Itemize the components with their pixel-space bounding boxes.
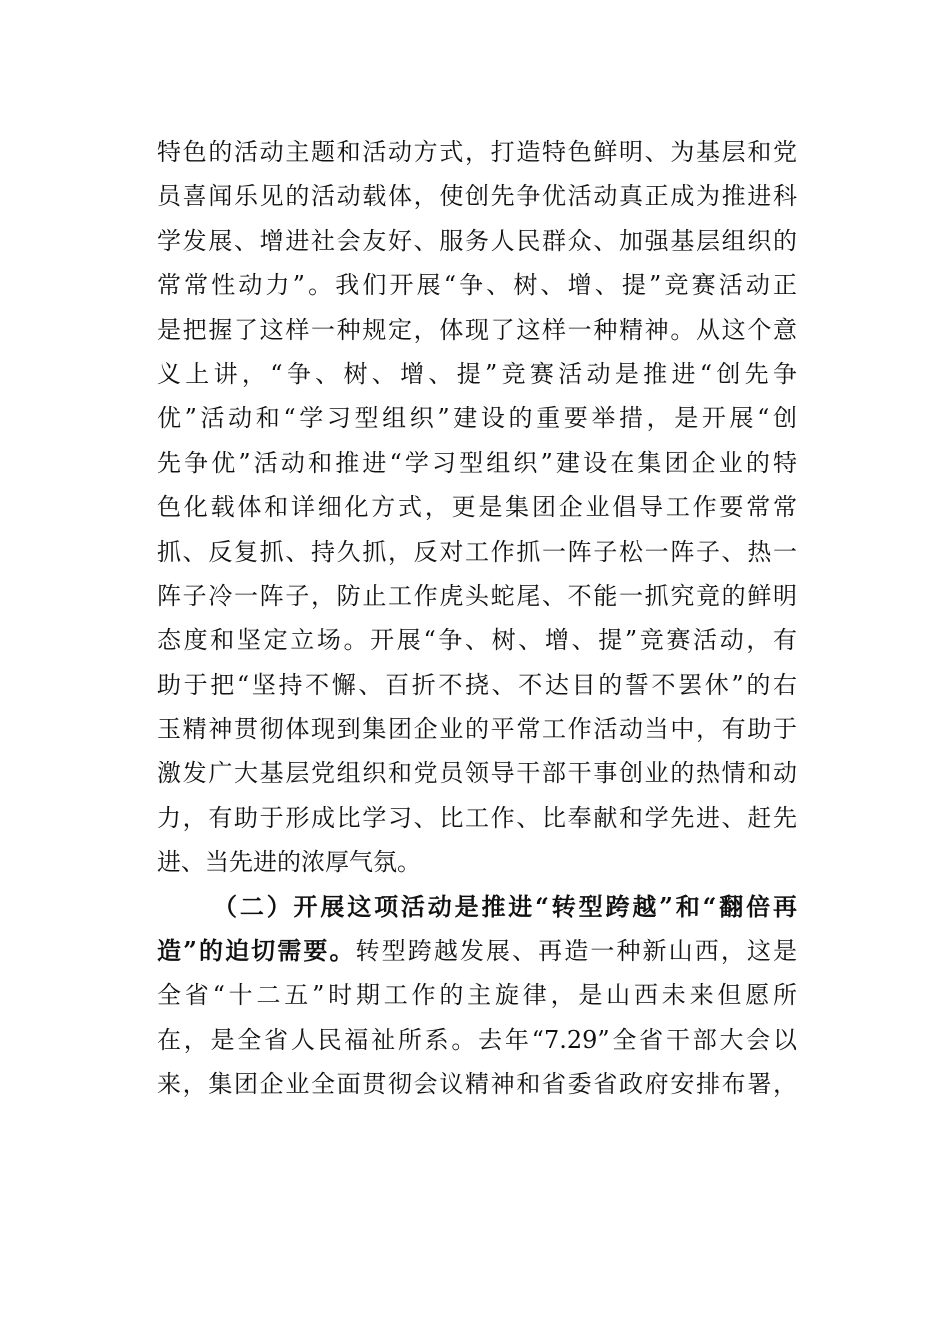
text-line: 优”活动和“学习型组织”建设的重要举措，是开展“创	[157, 404, 797, 433]
text-line: 玉精神贯彻体现到集团企业的平常工作活动当中，有助于	[157, 715, 797, 744]
text-line: 抓、反复抓、持久抓，反对工作抓一阵子松一阵子、热一	[157, 537, 797, 566]
text-line: 力，有助于形成比学习、比工作、比奉献和学先进、赶先	[157, 803, 797, 832]
section-heading: （二）开展这项活动是推进“转型跨越”和“翻倍再	[213, 891, 797, 921]
text-line: 是把握了这样一种规定，体现了这样一种精神。从这个意	[157, 315, 797, 344]
text-line: 全省“十二五”时期工作的主旋律，是山西未来但愿所	[157, 981, 797, 1010]
text-line: 特色的活动主题和活动方式，打造特色鲜明、为基层和党	[157, 138, 797, 166]
section-heading-end: 造”的迫切需要。	[157, 936, 356, 966]
paragraph-2	[157, 885, 797, 1107]
text-line: 阵子冷一阵子，防止工作虎头蛇尾、不能一抓究竟的鲜明	[157, 581, 797, 610]
text-line: 常常性动力”。我们开展“争、树、增、提”竞赛活动正	[157, 271, 797, 300]
text-line: 激发广大基层党组织和党员领导干部干事创业的热情和动	[157, 759, 797, 788]
text-line: 先争优”活动和推进“学习型组织”建设在集团企业的特	[157, 448, 797, 477]
text-line: 员喜闻乐见的活动载体，使创先争优活动真正成为推进科	[157, 182, 797, 211]
text-line: 学发展、增进社会友好、服务人民群众、加强基层组织的	[157, 226, 797, 255]
paragraph-1	[157, 130, 797, 885]
text-line: 义上讲，“争、树、增、提”竞赛活动是推进“创先争	[157, 359, 797, 388]
document-body	[157, 130, 797, 1107]
text-line: 在，是全省人民福祉所系。去年“7.29”全省干部大会以	[157, 1025, 797, 1054]
text-line	[157, 929, 797, 973]
text-line: 色化载体和详细化方式，更是集团企业倡导工作要常常	[157, 493, 797, 522]
text-line: 态度和坚定立场。开展“争、树、增、提”竞赛活动，有	[157, 626, 797, 655]
text-line-rest: 转型跨越发展、再造一种新山西，这是	[355, 937, 797, 966]
text-line: 助于把“坚持不懈、百折不挠、不达目的誓不罢休”的右	[157, 670, 797, 699]
text-line: 进、当先进的浓厚气氛。	[157, 848, 421, 877]
text-line: 来，集团企业全面贯彻会议精神和省委省政府安排布署，	[157, 1070, 797, 1099]
